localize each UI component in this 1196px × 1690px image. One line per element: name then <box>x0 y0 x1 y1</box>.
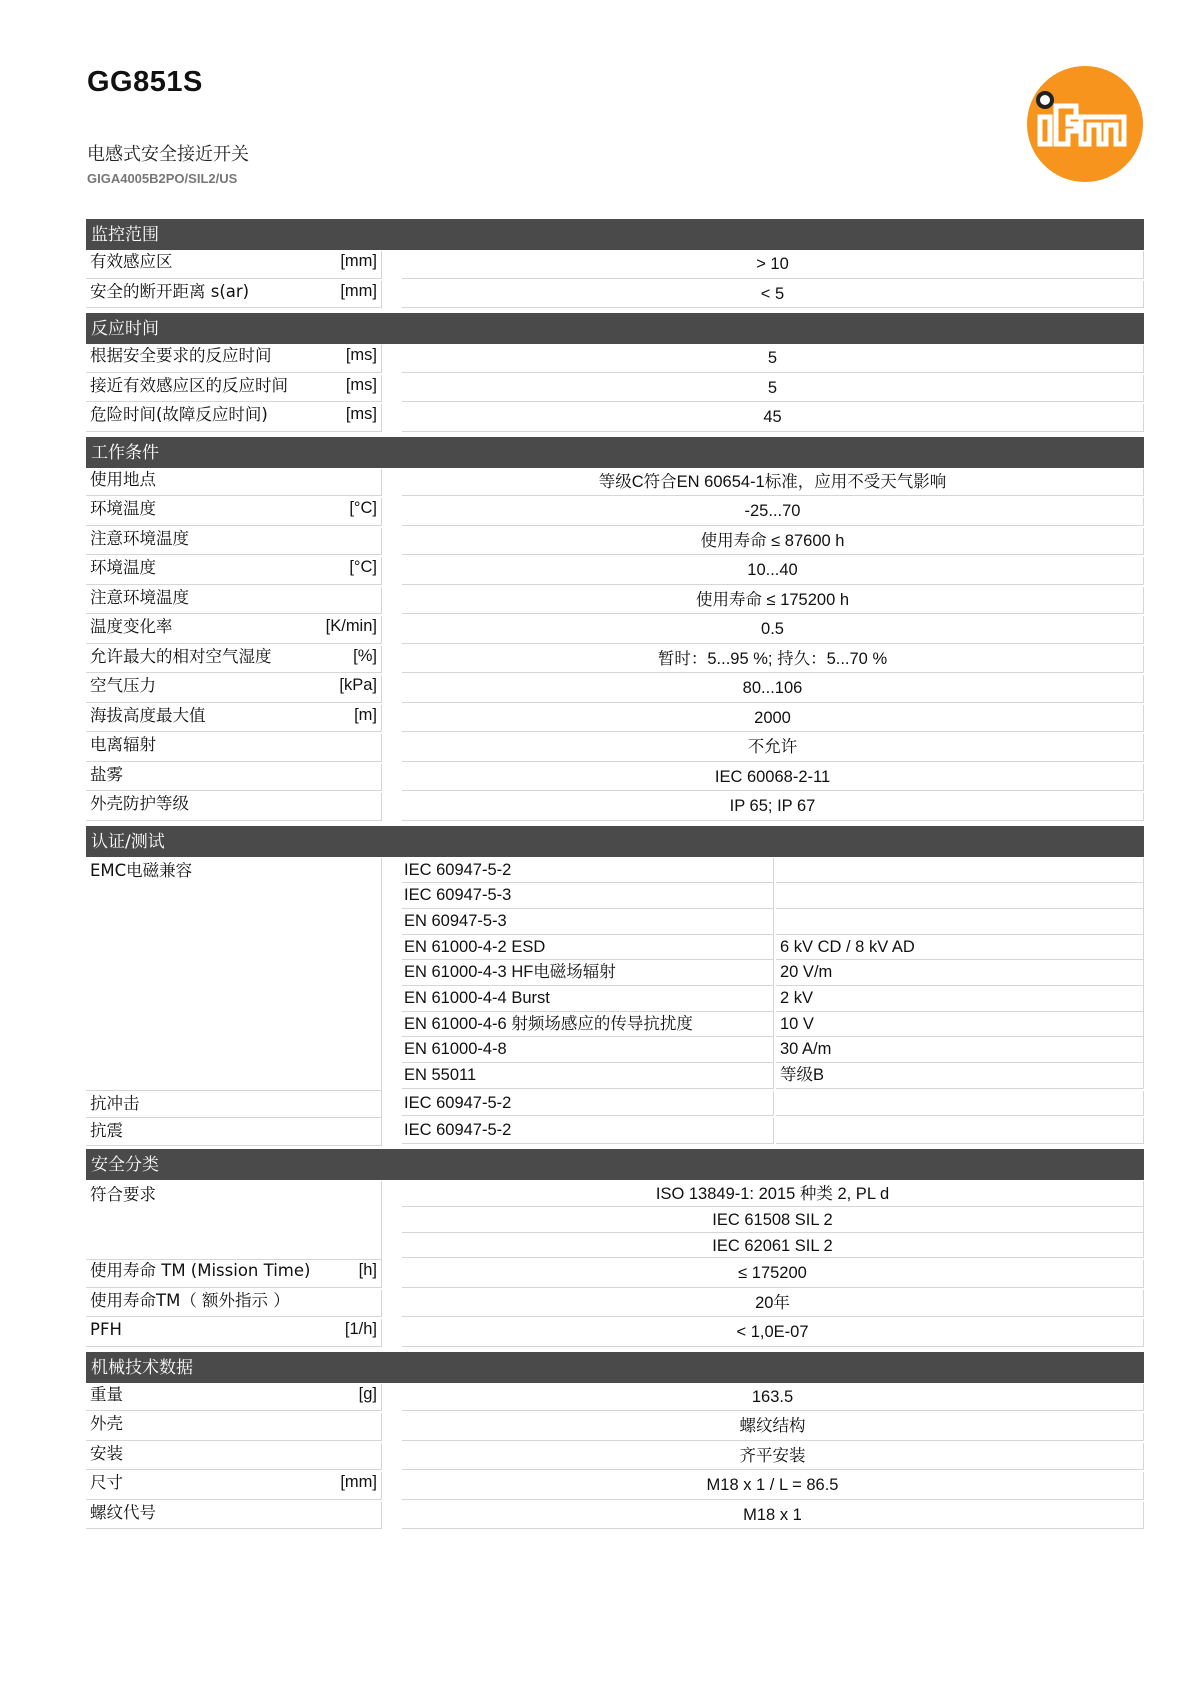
spec-label <box>86 616 382 644</box>
section-header: 反应时间 <box>86 313 1144 344</box>
test-standard: EN 61000-4-2 ESD <box>402 935 774 961</box>
spec-label <box>86 469 382 497</box>
spec-label <box>86 528 382 556</box>
spec-label-text: 安全的断开距离 s(ar) <box>90 281 250 301</box>
spec-unit: [g] <box>358 1384 377 1403</box>
spec-row <box>86 345 1144 375</box>
test-standard: IEC 60947-5-2 <box>402 858 774 884</box>
test-value <box>776 883 1144 909</box>
spec-row <box>86 646 1144 676</box>
test-label-text: 抗震 <box>90 1121 123 1141</box>
spec-unit: [m] <box>354 705 377 724</box>
spec-label <box>86 498 382 526</box>
spec-row <box>86 1413 1144 1443</box>
spec-value: 20年 <box>402 1290 1144 1318</box>
spec-unit: [mm] <box>340 281 377 300</box>
test-label-text: 抗冲击 <box>90 1093 140 1113</box>
spec-label <box>86 764 382 792</box>
spec-row <box>86 1260 1144 1290</box>
spec-label <box>86 734 382 762</box>
spec-row <box>86 528 1144 558</box>
test-label <box>86 1118 382 1146</box>
spec-label-text: 接近有效感应区的反应时间 <box>90 375 288 395</box>
section-header: 工作条件 <box>86 437 1144 468</box>
spec-label <box>86 345 382 373</box>
spec-value: 5 <box>402 345 1144 373</box>
spec-label-text: 使用地点 <box>90 469 156 489</box>
spec-row <box>86 1472 1144 1502</box>
spec-label <box>86 251 382 279</box>
spec-label-text: 安装 <box>90 1443 123 1463</box>
spec-label <box>86 1472 382 1500</box>
spec-row <box>86 557 1144 587</box>
spec-label-text: 海拔高度最大值 <box>90 705 206 725</box>
spec-label-text: 使用寿命 TM (Mission Time) <box>90 1261 311 1281</box>
test-standard: EN 55011 <box>402 1063 774 1089</box>
spec-unit: [ms] <box>345 346 377 364</box>
spec-label-text: 螺纹代号 <box>90 1502 156 1522</box>
spec-value: 暂时：5...95 %; 持久：5...70 % <box>402 646 1144 674</box>
test-value <box>776 1118 1144 1144</box>
test-standard: IEC 60947-5-2 <box>402 1091 774 1117</box>
spec-label <box>86 375 382 403</box>
spec-value: 不允许 <box>402 734 1144 762</box>
spec-row <box>86 1181 1144 1260</box>
section-header: 认证/测试 <box>86 826 1144 857</box>
spec-row <box>86 675 1144 705</box>
spec-label <box>86 1260 382 1288</box>
test-standard: EN 61000-4-3 HF电磁场辐射 <box>402 960 774 986</box>
spec-row <box>86 251 1144 281</box>
product-model-code: GIGA4005B2PO/SIL2/US <box>87 171 238 186</box>
spec-unit: [mm] <box>340 1473 377 1492</box>
spec-label <box>86 557 382 585</box>
spec-label-text: 允许最大的相对空气湿度 <box>90 646 272 666</box>
test-value: 30 A/m <box>776 1037 1144 1063</box>
spec-label-text: 注意环境温度 <box>90 587 189 607</box>
spec-value: 齐平安装 <box>402 1443 1144 1471</box>
spec-label <box>86 404 382 432</box>
spec-unit: [1/h] <box>344 1320 377 1339</box>
test-group <box>86 1091 1144 1119</box>
spec-value: 2000 <box>402 705 1144 733</box>
spec-row <box>86 764 1144 794</box>
spec-value: 5 <box>402 375 1144 403</box>
spec-row <box>86 469 1144 499</box>
spec-label <box>86 1502 382 1530</box>
spec-value: ≤ 175200 <box>402 1260 1144 1288</box>
spec-row <box>86 281 1144 311</box>
spec-row <box>86 734 1144 764</box>
spec-label-text: 环境温度 <box>90 558 156 577</box>
spec-unit: [ms] <box>345 375 377 394</box>
spec-label-text: 空气压力 <box>90 676 156 695</box>
spec-label <box>86 675 382 703</box>
section-header: 安全分类 <box>86 1149 1144 1180</box>
spec-value: 45 <box>402 404 1144 432</box>
test-standard: EN 61000-4-4 Burst <box>402 986 774 1012</box>
spec-label-text: 尺寸 <box>90 1473 123 1493</box>
spec-unit: [h] <box>358 1261 377 1280</box>
spec-value: < 1,0E-07 <box>402 1319 1144 1347</box>
test-label <box>86 858 382 1091</box>
product-subtitle: 电感式安全接近开关 <box>87 144 249 165</box>
test-value <box>776 1091 1144 1117</box>
spec-row <box>86 404 1144 434</box>
spec-label-text: 根据安全要求的反应时间 <box>90 346 272 365</box>
spec-value: IEC 60068-2-11 <box>402 764 1144 792</box>
test-value: 6 kV CD / 8 kV AD <box>776 935 1144 961</box>
spec-value: 使用寿命 ≤ 175200 h <box>402 587 1144 615</box>
spec-label <box>86 1443 382 1471</box>
spec-unit: [K/min] <box>325 617 377 635</box>
test-label <box>86 1091 382 1119</box>
spec-unit: [ms] <box>345 405 377 423</box>
spec-label <box>86 587 382 615</box>
spec-label <box>86 1384 382 1412</box>
test-value <box>776 909 1144 935</box>
spec-label-text: 外壳 <box>90 1414 123 1434</box>
spec-unit: [%] <box>353 646 377 665</box>
spec-row <box>86 587 1144 617</box>
test-value: 20 V/m <box>776 960 1144 986</box>
spec-value: -25...70 <box>402 498 1144 526</box>
spec-value: 10...40 <box>402 557 1144 585</box>
test-standard: IEC 60947-5-2 <box>402 1118 774 1144</box>
spec-value: > 10 <box>402 251 1144 279</box>
spec-row <box>86 1443 1144 1473</box>
test-value: 等级B <box>776 1063 1144 1089</box>
spec-sheet <box>86 219 1144 1531</box>
test-value: 10 V <box>776 1012 1144 1038</box>
spec-label <box>86 281 382 309</box>
spec-label-text: 电离辐射 <box>90 735 156 754</box>
spec-label-text: 环境温度 <box>90 499 156 518</box>
spec-value: 80...106 <box>402 675 1144 703</box>
spec-label-text: 温度变化率 <box>90 617 173 636</box>
spec-label <box>86 705 382 733</box>
test-standard: EN 60947-5-3 <box>402 909 774 935</box>
spec-label-text: 盐雾 <box>90 764 123 784</box>
spec-row <box>86 375 1144 405</box>
test-group <box>86 1118 1144 1146</box>
spec-label-text: 使用寿命TM（ 额外指示 ） <box>90 1290 290 1310</box>
spec-row <box>86 705 1144 735</box>
spec-value: M18 x 1 / L = 86.5 <box>402 1472 1144 1500</box>
spec-value: < 5 <box>402 281 1144 309</box>
spec-value: 螺纹结构 <box>402 1413 1144 1441</box>
spec-label <box>86 1413 382 1441</box>
test-standard: EN 61000-4-8 <box>402 1037 774 1063</box>
spec-unit: [mm] <box>340 252 377 270</box>
spec-label-text: 有效感应区 <box>90 252 173 271</box>
spec-label <box>86 793 382 821</box>
spec-row <box>86 1502 1144 1532</box>
spec-label <box>86 1181 382 1260</box>
test-group <box>86 858 1144 1091</box>
spec-value: IP 65; IP 67 <box>402 793 1144 821</box>
product-title: GG851S <box>87 66 203 98</box>
spec-row <box>86 793 1144 823</box>
spec-row <box>86 1384 1144 1414</box>
spec-row <box>86 498 1144 528</box>
spec-unit: [°C] <box>349 499 377 517</box>
spec-label-text: 重量 <box>90 1384 123 1404</box>
spec-label-text: 注意环境温度 <box>90 528 189 548</box>
spec-label-text: PFH <box>90 1320 122 1340</box>
spec-label <box>86 1290 382 1318</box>
spec-value: 0.5 <box>402 616 1144 644</box>
spec-row <box>86 1319 1144 1349</box>
spec-value: IEC 61508 SIL 2 <box>402 1207 1144 1233</box>
test-standard: EN 61000-4-6 射频场感应的传导抗扰度 <box>402 1012 774 1038</box>
spec-label-text: 外壳防护等级 <box>90 794 189 813</box>
section-header: 机械技术数据 <box>86 1352 1144 1383</box>
spec-label <box>86 1319 382 1347</box>
spec-value: IEC 62061 SIL 2 <box>402 1233 1144 1259</box>
spec-value: ISO 13849-1: 2015 种类 2, PL d <box>402 1181 1144 1207</box>
spec-row <box>86 616 1144 646</box>
spec-value: 等级C符合EN 60654-1标准，应用不受天气影响 <box>402 469 1144 497</box>
spec-unit: [°C] <box>349 558 377 576</box>
section-header: 监控范围 <box>86 219 1144 250</box>
spec-unit: [kPa] <box>339 676 377 694</box>
spec-label <box>86 646 382 674</box>
spec-label-text: 符合要求 <box>90 1185 156 1205</box>
spec-row <box>86 1290 1144 1320</box>
test-label-text: EMC电磁兼容 <box>90 860 193 880</box>
test-value <box>776 858 1144 884</box>
spec-value: 使用寿命 ≤ 87600 h <box>402 528 1144 556</box>
test-standard: IEC 60947-5-3 <box>402 883 774 909</box>
ifm-logo <box>1026 65 1144 183</box>
spec-value: 163.5 <box>402 1384 1144 1412</box>
spec-label-text: 危险时间(故障反应时间) <box>90 405 268 424</box>
spec-value: M18 x 1 <box>402 1502 1144 1530</box>
test-value: 2 kV <box>776 986 1144 1012</box>
